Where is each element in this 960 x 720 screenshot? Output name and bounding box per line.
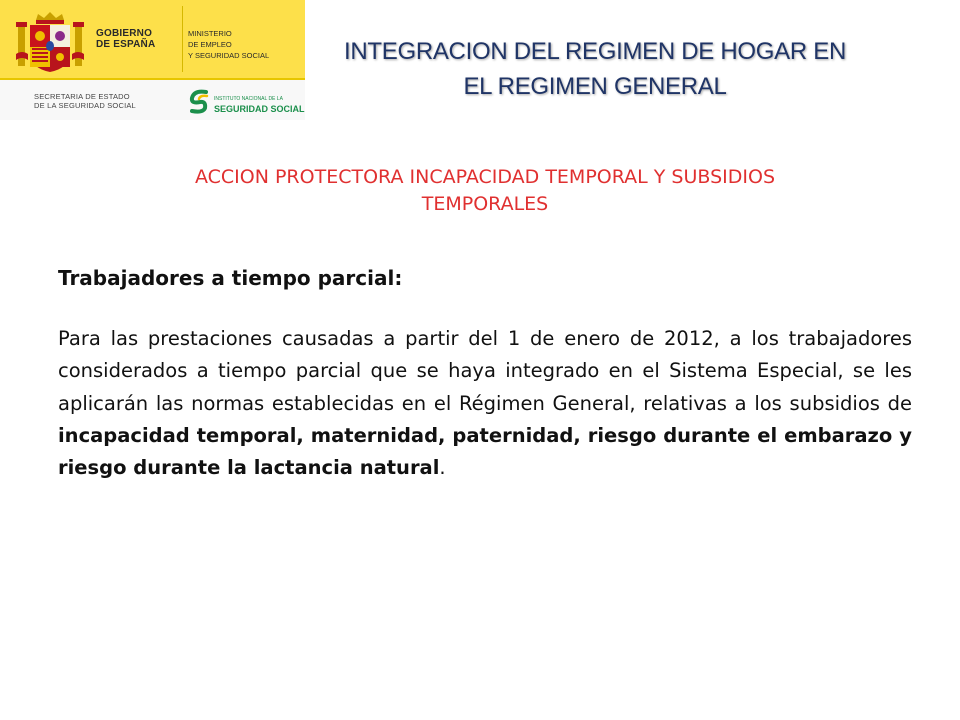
gov-line-1: GOBIERNO: [96, 28, 153, 39]
secretaria-line-2: DE LA SEGURIDAD SOCIAL: [34, 101, 136, 110]
subtitle-line-1: ACCION PROTECTORA INCAPACIDAD TEMPORAL Y SUBSIDIOS: [194, 166, 776, 188]
ministry-line-3: Y SEGURIDAD SOCIAL: [188, 51, 270, 60]
content-paragraph: [58, 323, 912, 484]
gov-line-2: DE ESPAÑA: [96, 39, 156, 50]
subtitle-line-2: TEMPORALES: [421, 193, 549, 215]
inss-big-label: SEGURIDAD SOCIAL: [214, 104, 305, 114]
paragraph-plain-text: Para las prestaciones causadas a partir del 1 de enero de 2012, a los trabajadores considerados a tiempo parcial que se haya integrado en el Sistema Especial, se les aplicarán las normas establecidas en el Régimen General, relativas a los subsidios de: [58, 327, 912, 415]
secretaria-label: [34, 92, 136, 110]
content-heading: Trabajadores a tiempo parcial:: [58, 266, 403, 290]
secretaria-line-1: SECRETARIA DE ESTADO: [34, 92, 130, 101]
paragraph-bold-text: incapacidad temporal, maternidad, paternidad, riesgo durante el embarazo y riesgo durante la lactancia natural: [58, 423, 912, 480]
logo-divider: [182, 6, 183, 72]
title-line-1: INTEGRACION DEL REGIMEN DE HOGAR EN: [343, 38, 846, 65]
page-title: [310, 34, 880, 104]
ministry-label: [188, 28, 269, 61]
gobierno-espana-label: [96, 28, 155, 50]
header-logo-block: [0, 0, 305, 120]
coat-of-arms-icon: [16, 10, 84, 74]
inss-logo-icon: [188, 88, 210, 114]
section-subtitle: [60, 164, 910, 218]
paragraph-end-text: .: [439, 456, 446, 480]
ministry-line-1: MINISTERIO: [188, 29, 232, 38]
inss-small-label: INSTITUTO NACIONAL DE LA: [214, 96, 283, 102]
title-line-2: EL REGIMEN GENERAL: [463, 73, 727, 100]
ministry-line-2: DE EMPLEO: [188, 40, 232, 49]
